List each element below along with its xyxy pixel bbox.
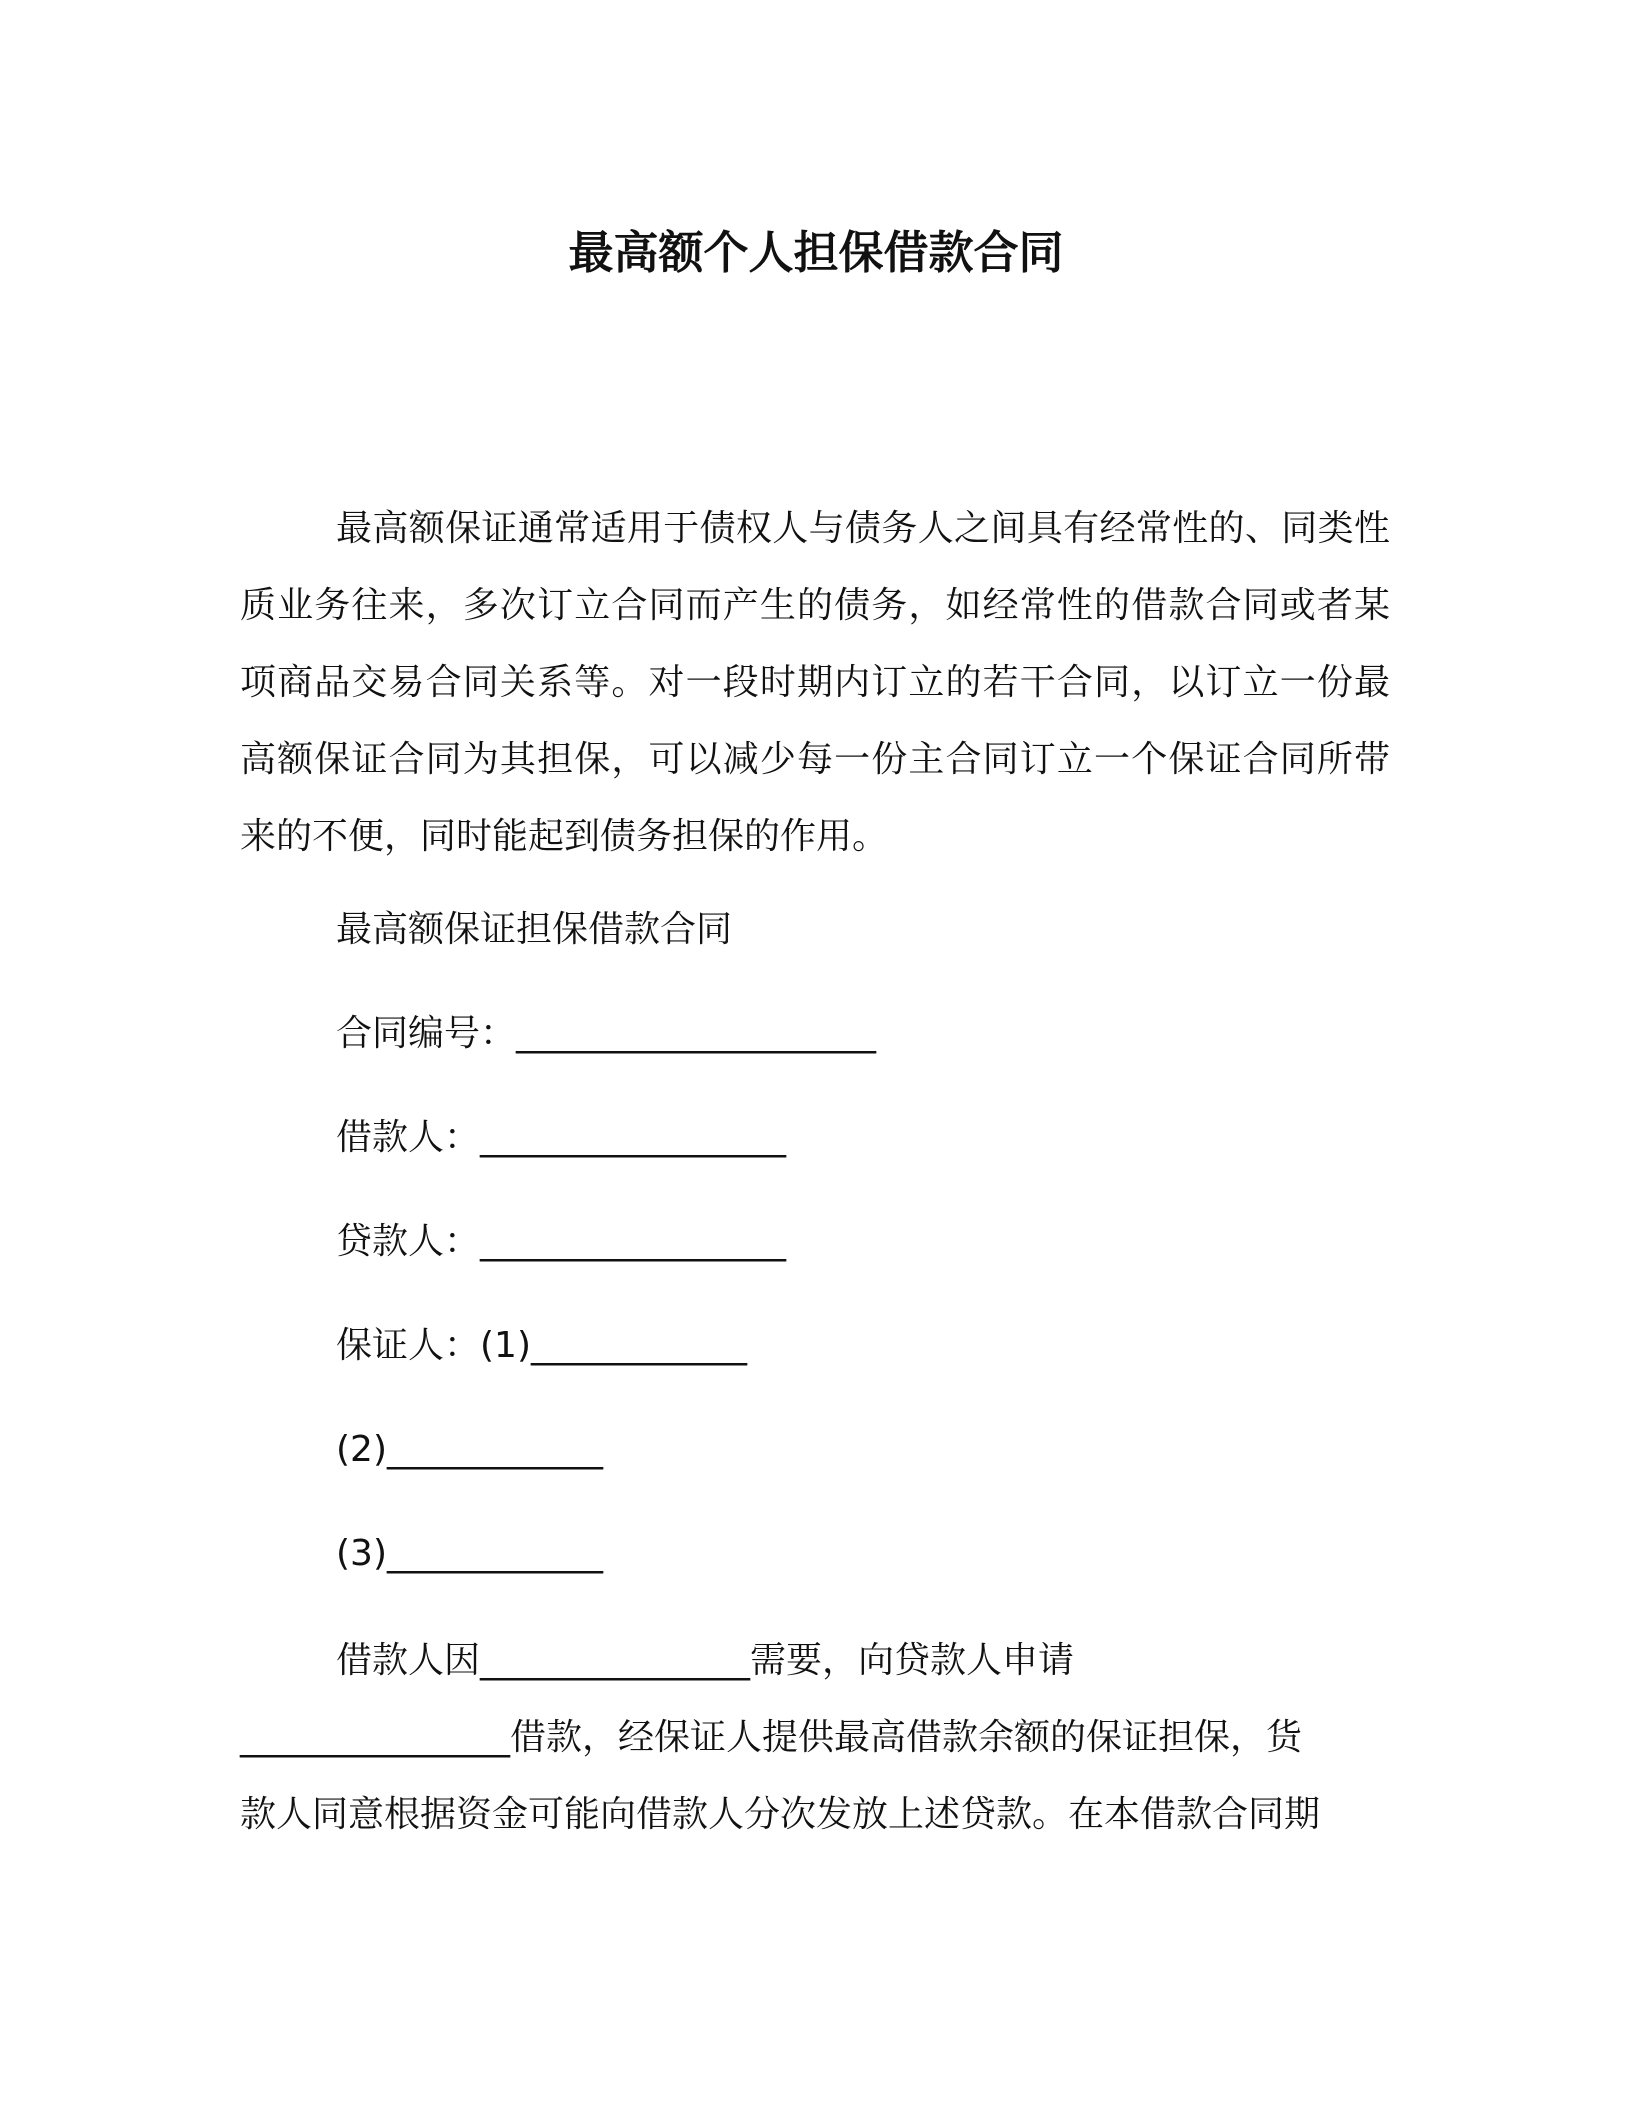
loan-paragraph-line-1: 借款人因_______________需要，向贷款人申请 bbox=[336, 1640, 1075, 1681]
guarantor-field-3: (3)____________ bbox=[336, 1533, 603, 1574]
loan-paragraph bbox=[240, 1622, 1360, 1853]
borrower-field: 借款人：_________________ bbox=[336, 1117, 787, 1158]
contract-number-field: 合同编号：____________________ bbox=[336, 1013, 877, 1054]
document-title: 最高额个人担保借款合同 bbox=[568, 226, 1064, 279]
guarantor-field-2: (2)____________ bbox=[336, 1429, 603, 1470]
loan-paragraph-line-2: _______________借款，经保证人提供最高借款余额的保证担保，货 bbox=[240, 1717, 1303, 1758]
guarantor-field-1: 保证人：(1)____________ bbox=[336, 1325, 747, 1366]
loan-paragraph-line-3: 款人同意根据资金可能向借款人分次发放上述贷款。在本借款合同期 bbox=[240, 1794, 1321, 1835]
lender-field: 贷款人：_________________ bbox=[336, 1221, 787, 1262]
intro-paragraph: 最高额保证通常适用于债权人与债务人之间具有经常性的、同类性质业务往来，多次订立合同而产生的债务，如经常性的借款合同或者某项商品交易合同关系等。对一段时期内订立的若干合同，以订立一份最高额保证合同为其担保，可以减少每一份主合同订立一个保证合同所带来的不便，同时能起到债务担保的作用。 bbox=[240, 508, 1390, 857]
contract-subtitle: 最高额保证担保借款合同 bbox=[336, 909, 733, 950]
